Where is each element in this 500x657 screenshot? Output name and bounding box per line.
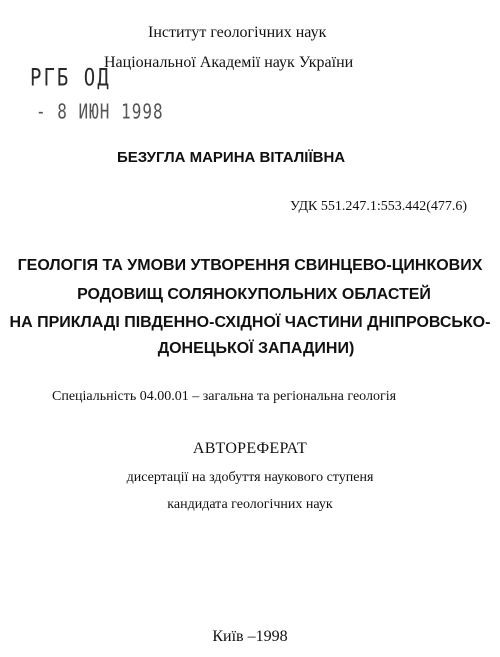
- abstract-description-line-2: кандидата геологічних наук: [167, 497, 333, 512]
- title-line-4: ДОНЕЦЬКОЇ ЗАПАДИНИ): [157, 340, 355, 357]
- title-line-2: РОДОВИЩ СОЛЯНОКУПОЛЬНИХ ОБЛАСТЕЙ: [77, 286, 431, 303]
- academy-name: Національної Академії наук України: [104, 54, 354, 71]
- abstract-description-line-1: дисертації на здобуття наукового ступеня: [126, 470, 374, 485]
- title-line-3: НА ПРИКЛАДІ ПІВДЕННО-СХІДНОЇ ЧАСТИНИ ДНІПРОВСЬКО-: [9, 314, 491, 331]
- title-line-1: ГЕОЛОГІЯ ТА УМОВИ УТВОРЕННЯ СВИНЦЕВО-ЦИНКОВИХ: [17, 257, 483, 274]
- abstract-heading: АВТОРЕФЕРАТ: [192, 440, 308, 457]
- udk-code: УДК 551.247.1:553.442(477.6): [290, 199, 468, 214]
- institute-name: Інститут геологічних наук: [148, 24, 327, 41]
- author-name: БЕЗУГЛА МАРИНА ВІТАЛІЇВНА: [117, 149, 346, 166]
- date-stamp: - 8 ИЮН 1998: [36, 99, 164, 124]
- specialty: Спеціальність 04.00.01 – загальна та регіональна геологія: [52, 389, 397, 404]
- library-stamp: РГБ ОД: [30, 64, 111, 92]
- city-year: Київ –1998: [212, 628, 288, 645]
